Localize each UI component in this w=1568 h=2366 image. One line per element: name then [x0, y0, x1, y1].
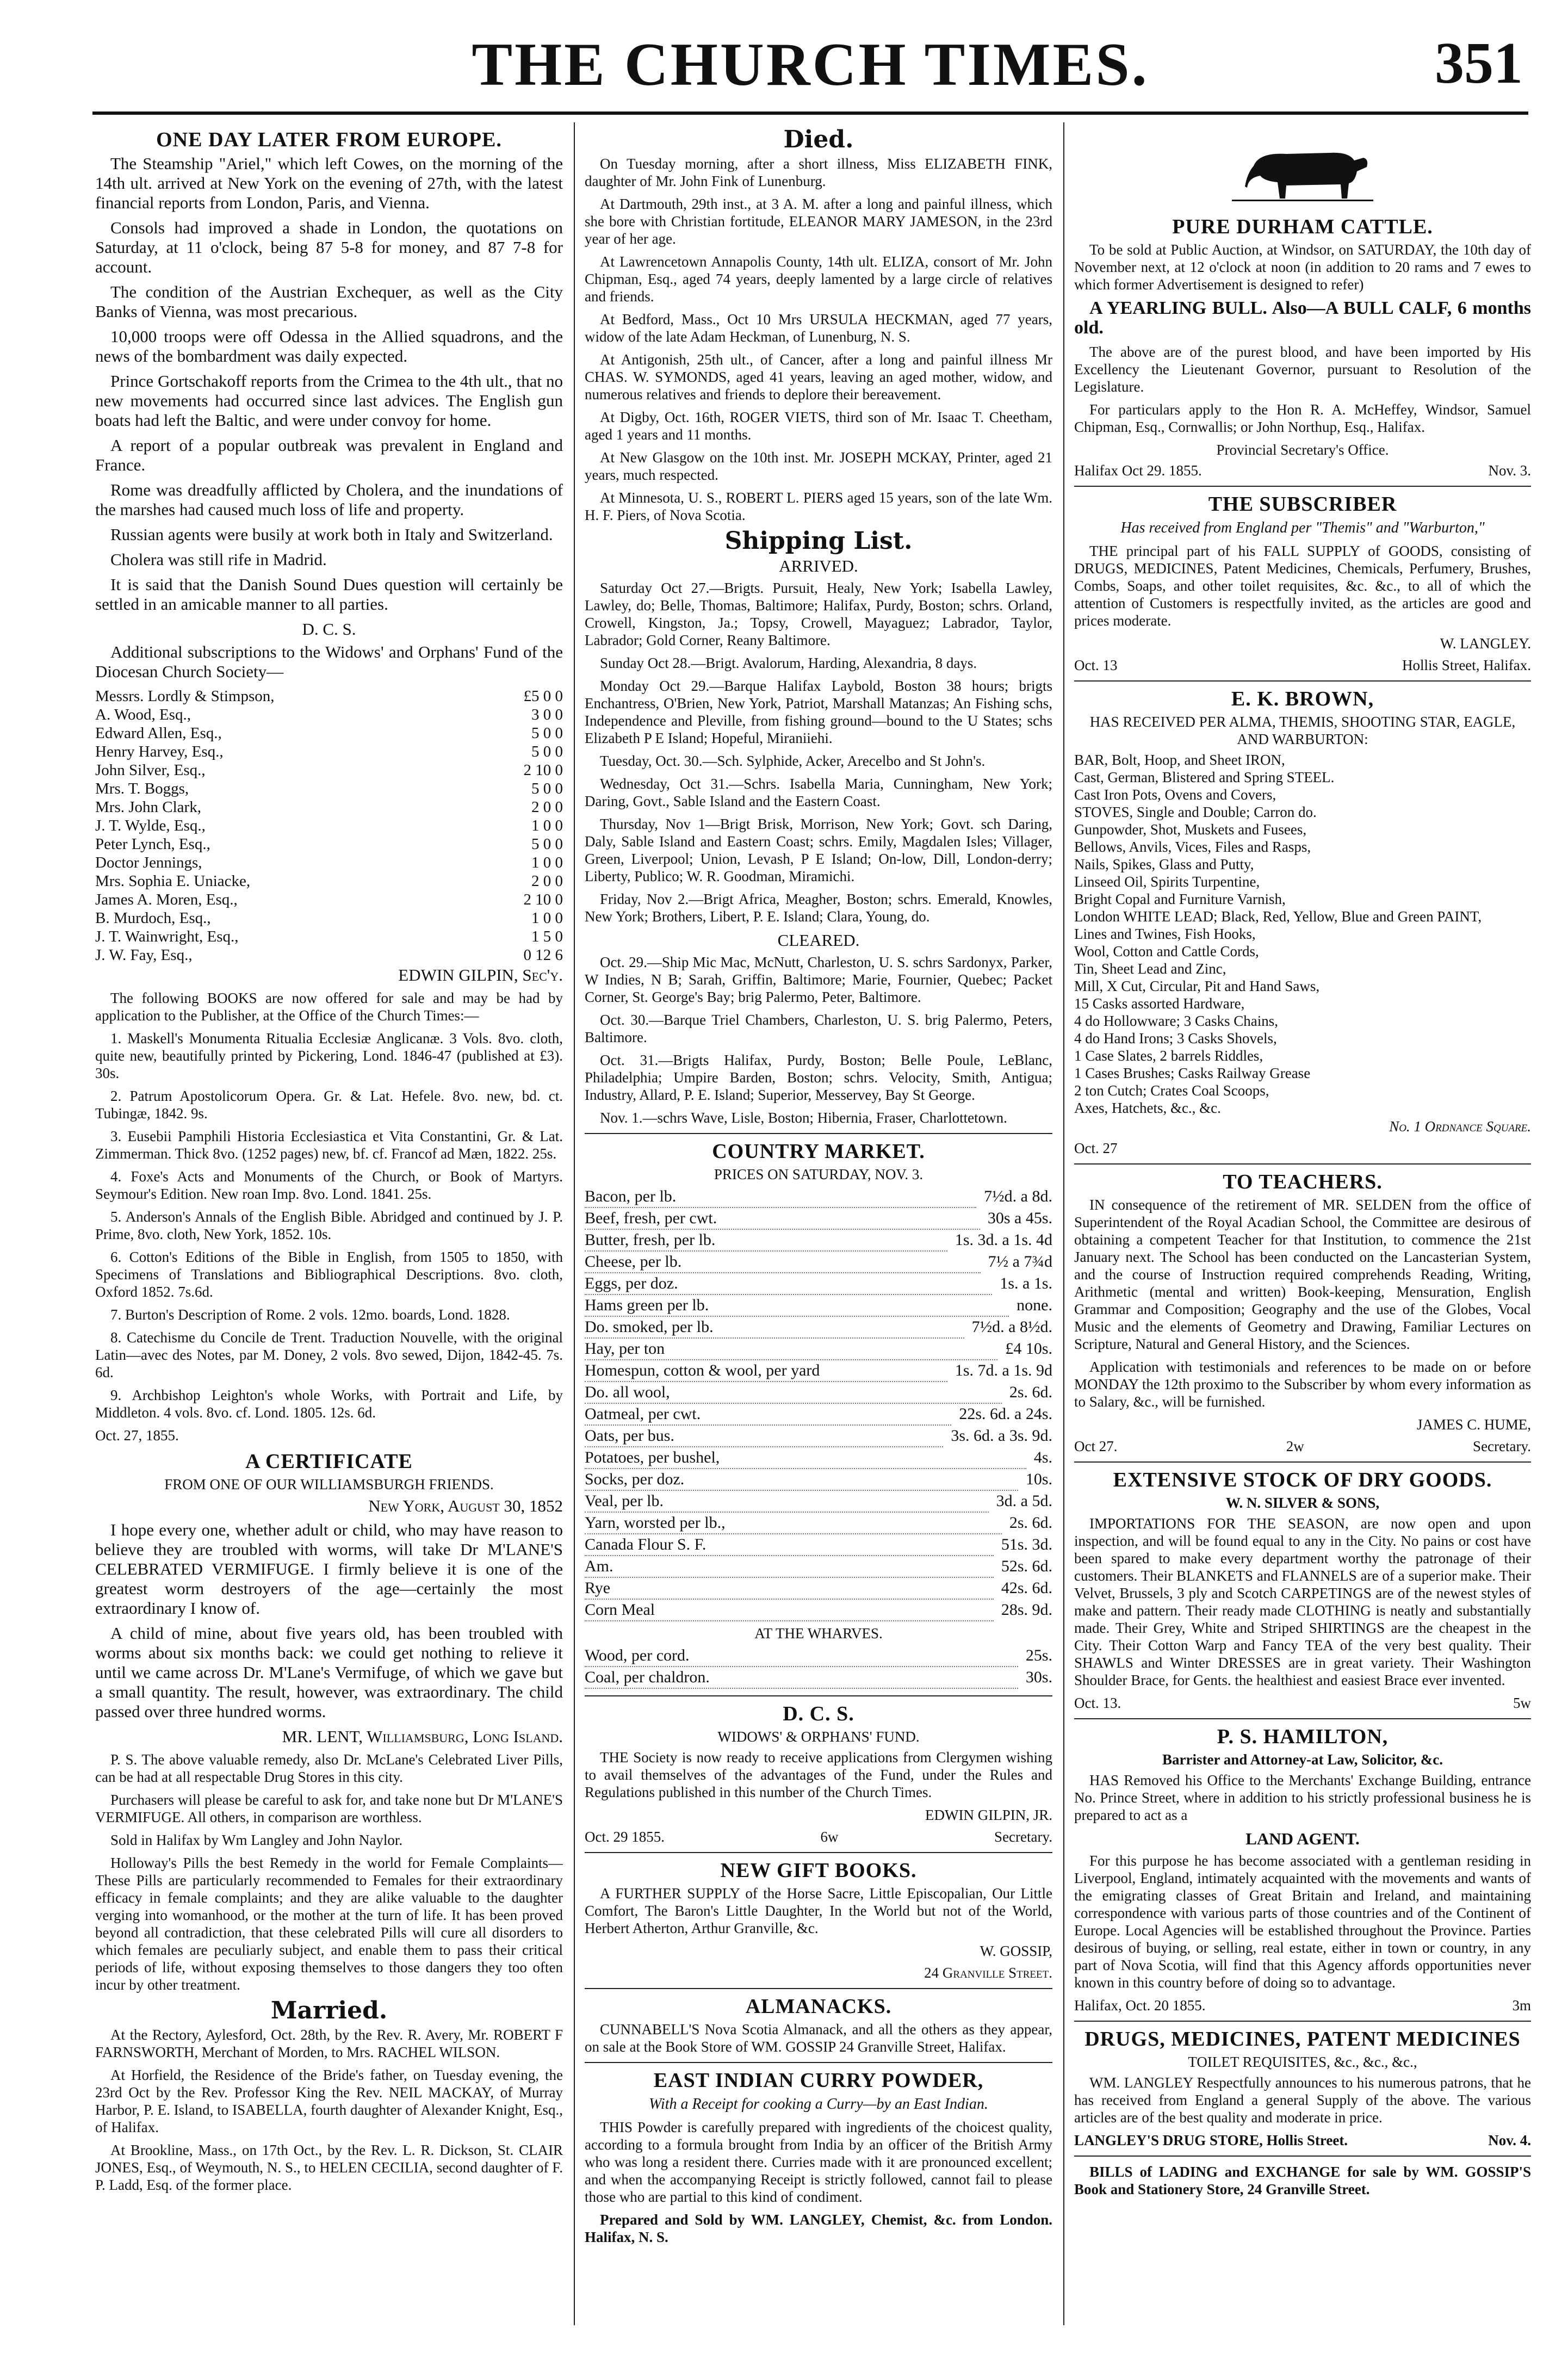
books-intro: The following BOOKS are now offered for sale and may be had by application to the Publisher, at the Office of the Church Times:—	[95, 990, 563, 1024]
market-row: Beef, fresh, per cwt. 30s a 45s.	[585, 1208, 1052, 1230]
dcs-heading: D. C. S.	[302, 620, 356, 639]
married-notice: At Horfield, the Residence of the Bride's father, on Tuesday evening, the 23rd Oct by the Rev. Professor King the Rev. NEIL MACKAY, of Murray Harbor, P. E. Island, to ISABELLA, fourth daughter of Alexander Knight, Esq., of Halifax.	[95, 2067, 563, 2135]
market-row: Canada Flour S. F. 51s. 3d.	[585, 1534, 1052, 1556]
masthead-rule	[92, 112, 1528, 115]
teachers-dateline: Oct 27. 2w Secretary.	[1074, 1438, 1531, 1454]
curry-signature: Prepared and Sold by WM. LANGLEY, Chemist, &c. from London. Halifax, N. S.	[585, 2212, 1052, 2245]
dcs-fund-text: THE Society is now ready to receive applications from Clergymen wishing to avail themselves of the advantages of the Fund, under the Rules and Regulations published in this number of the Church Times.	[585, 1749, 1052, 1800]
curry-subheading: With a Receipt for cooking a Curry—by an East Indian.	[649, 2096, 988, 2113]
market-row: Oats, per bus. 3s. 6d. a 3s. 9d.	[585, 1426, 1052, 1447]
gift-books-text: A FURTHER SUPPLY of the Horse Sacre, Little Episcopalian, Our Little Comfort, The Baron's Little Daughter, In the World but not of the World, Herbert Atherton, Arthur Granville, &c.	[585, 1885, 1052, 1936]
market-subheading: PRICES ON SATURDAY, NOV. 3.	[714, 1166, 924, 1182]
dcs-signature: EDWIN GILPIN, Sec'y.	[398, 965, 563, 984]
cattle-heading: PURE DURHAM CATTLE.	[1172, 215, 1433, 238]
cleared-entry: Oct. 31.—Brigts Halifax, Purdy, Boston; Belle Poule, LeBlanc, Philadelphia; Umpire Barden, Boston; schrs. Velocity, Smith, Antigua; Industry, Allard, P. E. Island; Superior, Messervey, Bay St George.	[585, 1052, 1052, 1103]
drugs-text: WM. LANGLEY Respectfully announces to his numerous patrons, that he has received from England a general Supply of the above. The various articles are of the best quality and moderate in price.	[1074, 2074, 1531, 2126]
market-row: Socks, per doz. 10s.	[585, 1469, 1052, 1491]
news-heading: ONE DAY LATER FROM EUROPE.	[156, 128, 502, 151]
arrived-entry: Thursday, Nov 1—Brigt Brisk, Morrison, New York; Govt. sch Daring, Daly, Sable Island and Eastern Coast; schrs. Emily, Magdalen Isles; Villager, Green, Liverpool; Union, Levash, P E Island; On-low, Dill, London-derry; Liberty, Publico; W. R. Goodman, Miramichi.	[585, 816, 1052, 884]
brown-item-list	[1074, 751, 1531, 1117]
subscriber-signature: W. LANGLEY.	[1440, 635, 1531, 652]
section-divider	[1074, 1461, 1531, 1463]
almanacks-heading: ALMANACKS.	[745, 1995, 892, 2018]
cattle-dateline: Halifax Oct 29. 1855. Nov. 3.	[1074, 462, 1531, 479]
hamilton-heading: P. S. HAMILTON,	[1217, 1725, 1389, 1748]
list-item: Bellows, Anvils, Vices, Files and Rasps,	[1074, 839, 1311, 855]
certificate-heading: A CERTIFICATE	[245, 1450, 413, 1473]
news-paragraph: Rome was dreadfully afflicted by Cholera, and the inundations of the marshes had caused much loss of life and property.	[95, 480, 563, 519]
list-item: 15 Casks assorted Hardware,	[1074, 995, 1245, 1012]
books-list	[95, 1030, 563, 1421]
section-divider	[1074, 2021, 1531, 2022]
book-item: 2. Patrum Apostolicorum Opera. Gr. & Lat. Hefele. 8vo. new, bd. ct. Tubingæ, 1842. 9s.	[95, 1088, 563, 1122]
cattle-office: Provincial Secretary's Office.	[1216, 442, 1389, 458]
subscription-list	[95, 687, 563, 964]
market-row: Do. smoked, per lb. 7½d. a 8½d.	[585, 1317, 1052, 1339]
market-row: Veal, per lb. 3d. a 5d.	[585, 1491, 1052, 1513]
section-divider	[1074, 1163, 1531, 1165]
arrived-entry: Sunday Oct 28.—Brigt. Avalorum, Harding, Alexandria, 8 days.	[600, 655, 977, 671]
certificate-postscript: Sold in Halifax by Wm Langley and John Naylor.	[110, 1832, 403, 1848]
book-item: 8. Catechisme du Concile de Trent. Traduction Nouvelle, with the original Latin—avec des Notes, par M. Doney, 2 vols. 8vo sewed, Dijon, 1842-45. 7s. 6d.	[95, 1329, 563, 1380]
certificate-signature: MR. LENT, Williamsburg, Long Island.	[282, 1727, 563, 1746]
died-notice: At Minnesota, U. S., ROBERT L. PIERS aged 15 years, son of the late Wm. H. F. Piers, of Nova Scotia.	[585, 490, 1052, 523]
hamilton-text: For this purpose he has become associated with a gentleman residing in Liverpool, England, intimately acquainted with the movements and wants of the emigrating classes of Great Britain and Ireland, and maintaining correspondence with various parts of those countries and of the Continent of Europe. Local Agencies will be established throughout the Province. Parties desirous of buying, or selling, real estate, either in town or country, in any part of Nova Scotia, will find that this Agency affords opportunities never known in this country before of doing so to advantage.	[1074, 1853, 1531, 1991]
list-item: Gunpowder, Shot, Muskets and Fusees,	[1074, 821, 1307, 838]
market-row: Do. all wool, 2s. 6d.	[585, 1382, 1052, 1404]
almanacks-text: CUNNABELL'S Nova Scotia Almanack, and all the others as they appear, on sale at the Book Store of WM. GOSSIP 24 Granville Street, Halifax.	[585, 2021, 1052, 2055]
book-item: 3. Eusebii Pamphili Historia Ecclesiastica et Vita Constantini, Gr. & Lat. Zimmerman. Thick 8vo. (1252 pages) new, bf. cf. Francof ad Mæn, 1822. 25s.	[95, 1128, 563, 1162]
section-divider	[1074, 1718, 1531, 1719]
market-row: Homespun, cotton & wool, per yard 1s. 7d. a 1s. 9d	[585, 1360, 1052, 1382]
cattle-illustration	[1221, 128, 1384, 209]
news-paragraph: Prince Gortschakoff reports from the Crimea to the 4th ult., that no new movements had occurred since last advices. The English gun boats had left the Baltic, and were under convoy for home.	[95, 371, 563, 430]
news-paragraph: The Steamship "Ariel," which left Cowes, on the morning of the 14th ult. arrived at New York on the evening of 27th, with the latest financial reports from London, Paris, and Vienna.	[95, 154, 563, 212]
subscription-row: John Silver, Esq., 2 10 0	[95, 761, 563, 779]
married-notice: At Brookline, Mass., on 17th Oct., by the Rev. L. R. Dickson, St. CLAIR JONES, Esq., of Weymouth, N. S., to HELEN CECILIA, second daughter of F. P. Ladd, Esq. of the former place.	[95, 2142, 563, 2193]
curry-text: THIS Powder is carefully prepared with ingredients of the choicest quality, according to a formula brought from India by an officer of the British Army who was long a resident there. Curries made with it are pronounced excellent; and when the accompanying Receipt is strictly followed, cannot fail to please those who are partial to this kind of condiment.	[585, 2119, 1052, 2205]
married-notice: At the Rectory, Aylesford, Oct. 28th, by the Rev. R. Avery, Mr. ROBERT F FARNSWORTH, Merchant of Morden, to Mrs. RACHEL WILSON.	[95, 2027, 563, 2060]
section-divider	[585, 2062, 1052, 2063]
gift-books-address: 24 Granville Street.	[924, 1965, 1052, 1981]
subscriber-dateline: Oct. 13 Hollis Street, Halifax.	[1074, 657, 1531, 673]
arrived-entry: Tuesday, Oct. 30.—Sch. Sylphide, Acker, Arecelbo and St John's.	[600, 753, 986, 769]
news-paragraph: Russian agents were busily at work both in Italy and Switzerland.	[110, 525, 553, 544]
died-notice: At Bedford, Mass., Oct 10 Mrs URSULA HECKMAN, aged 77 years, widow of the late Adam Heckman, of Lunenburg, N. S.	[585, 311, 1052, 345]
hamilton-subheading: Barrister and Attorney-at Law, Solicitor, &c.	[1162, 1751, 1443, 1768]
curry-heading: EAST INDIAN CURRY POWDER,	[653, 2069, 984, 2092]
news-paragraph: 10,000 troops were off Odessa in the Allied squadrons, and the news of the bombardment was daily expected.	[95, 327, 563, 366]
arrived-entry: Saturday Oct 27.—Brigts. Pursuit, Healy, New York; Isabella Lawley, Lawley, do; Belle, Thomas, Baltimore; Halifax, Purdy, Boston; schrs. Orland, Crowell, Kingston, Ja.; Topsy, Crowell, Mayaguez; Labrador, Taylor, Labrador; Gold Corner, Reany Baltimore.	[585, 580, 1052, 648]
hamilton-text: HAS Removed his Office to the Merchants' Exchange Building, entrance No. Prince Street, where in addition to his strictly professional business he is prepared to act as a	[1074, 1772, 1531, 1823]
wharves-heading: AT THE WHARVES.	[754, 1625, 883, 1642]
hamilton-dateline: Halifax, Oct. 20 1855. 3m	[1074, 1997, 1531, 2014]
book-item: 5. Anderson's Annals of the English Bible. Abridged and continued by J. P. Prime, 8vo. cloth, New York, 1852. 10s.	[95, 1209, 563, 1242]
cleared-heading: CLEARED.	[777, 931, 860, 950]
list-item: 2 ton Cutch; Crates Coal Scoops,	[1074, 1082, 1269, 1099]
market-row: Cheese, per lb. 7½ a 7¾d	[585, 1252, 1052, 1273]
dry-goods-dateline: Oct. 13. 5w	[1074, 1695, 1531, 1711]
news-paragraph: It is said that the Danish Sound Dues question will certainly be settled in an amicable manner to all parties.	[95, 575, 563, 614]
brown-date: Oct. 27	[1074, 1140, 1118, 1156]
section-divider	[585, 1852, 1052, 1853]
gift-books-heading: NEW GIFT BOOKS.	[720, 1859, 917, 1882]
subscription-row: Peter Lynch, Esq., 5 0 0	[95, 835, 563, 853]
list-item: 1 Case Slates, 2 barrels Riddles,	[1074, 1048, 1263, 1064]
market-row: Potatoes, per bushel, 4s.	[585, 1447, 1052, 1469]
died-notice: At Dartmouth, 29th inst., at 3 A. M. after a long and painful illness, which she bore with Christian fortitude, ELEANOR MARY JAMESON, in the 23rd year of her age.	[585, 196, 1052, 247]
subscription-row: J. T. Wainwright, Esq., 1 5 0	[95, 928, 563, 945]
certificate-postscript: P. S. The above valuable remedy, also Dr. McLane's Celebrated Liver Pills, can be had at all respectable Drug Stores in this city.	[95, 1751, 563, 1785]
drugs-dateline: LANGLEY'S DRUG STORE, Hollis Street. Nov. 4.	[1074, 2132, 1531, 2148]
wharves-row: Wood, per cord. 25s.	[585, 1645, 1052, 1667]
cattle-text: To be sold at Public Auction, at Windsor, on SATURDAY, the 10th day of November next, at 12 o'clock at noon (in addition to 20 rams and 7 ewes to which former Advertisement is designed to refer)	[1074, 241, 1531, 293]
arrived-entry: Friday, Nov 2.—Brigt Africa, Meagher, Boston; schrs. Emerald, Knowles, New York; Brothers, Libert, P. E. Island; Clara, Young, do.	[585, 891, 1052, 925]
bills-advert: BILLS of LADING and EXCHANGE for sale by WM. GOSSIP'S Book and Stationery Store, 24 Granville Street.	[1074, 2164, 1531, 2197]
subscription-row: A. Wood, Esq., 3 0 0	[95, 706, 563, 723]
teachers-text: Application with testimonials and references to be made on or before MONDAY the 12th proximo to the Subscriber by whom every information as to Salary, &c., will be furnished.	[1074, 1359, 1531, 1410]
certificate-postscript: Purchasers will please be careful to ask for, and take none but Dr M'LANE'S VERMIFUGE. All others, in comparison are worthless.	[95, 1792, 563, 1825]
list-item: Lines and Twines, Fish Hooks,	[1074, 926, 1256, 942]
list-item: London WHITE LEAD; Black, Red, Yellow, Blue and Green PAINT,	[1074, 908, 1482, 925]
market-row: Oatmeal, per cwt. 22s. 6d. a 24s.	[585, 1404, 1052, 1426]
market-row: Eggs, per doz. 1s. a 1s.	[585, 1273, 1052, 1295]
teachers-signature: JAMES C. HUME,	[1416, 1416, 1531, 1433]
subscription-row: B. Murdoch, Esq., 1 0 0	[95, 909, 563, 927]
dcs-fund-dateline: Oct. 29 1855. 6w Secretary.	[585, 1829, 1052, 1845]
list-item: 4 do Hollowware; 3 Casks Chains,	[1074, 1013, 1278, 1029]
married-heading: Married.	[270, 1997, 388, 2024]
certificate-paragraph: A child of mine, about five years old, has been troubled with worms about six months back: we could get nothing to relieve it until we came across Dr. M'Lane's Vermifuge, of which we gave but a small quantity. The result, however, was extraordinary. The child passed over three hundred worms.	[95, 1624, 563, 1721]
list-item: Mill, X Cut, Circular, Pit and Hand Saws,	[1074, 978, 1320, 994]
gift-books-signature: W. GOSSIP,	[980, 1943, 1052, 1959]
subscription-row: Mrs. John Clark, 2 0 0	[95, 798, 563, 816]
died-notice: At New Glasgow on the 10th inst. Mr. JOSEPH MCKAY, Printer, aged 21 years, much respected.	[585, 449, 1052, 483]
dcs-intro: Additional subscriptions to the Widows' and Orphans' Fund of the Diocesan Church Society—	[95, 642, 563, 681]
died-notice: At Digby, Oct. 16th, ROGER VIETS, third son of Mr. Isaac T. Cheetham, aged 1 years and 11 months.	[585, 409, 1052, 443]
column-3	[1074, 122, 1531, 2342]
list-item: Linseed Oil, Spirits Turpentine,	[1074, 874, 1260, 890]
subscription-row: Doctor Jennings, 1 0 0	[95, 854, 563, 871]
subscription-row: J. W. Fay, Esq., 0 12 6	[95, 946, 563, 964]
certificate-dateline: New York, August 30, 1852	[368, 1496, 563, 1515]
subscription-row: James A. Moren, Esq., 2 10 0	[95, 891, 563, 908]
died-notice: At Antigonish, 25th ult., of Cancer, after a long and painful illness Mr CHAS. W. SYMONDS, aged 41 years, leaving an aged mother, widow, and numerous relatives and friends to deplore their bereavement.	[585, 351, 1052, 402]
section-divider	[1074, 486, 1531, 487]
teachers-text: IN consequence of the retirement of MR. SELDEN from the office of Superintendent of the Royal Acadian School, the Committee are desirous of obtaining a competent Teacher for that Institution, to commence the 21st January next. The School has been conducted on the Lancasterian System, and the course of Instruction required comprehends Reading, Writing, Arithmetic (mental and written) Book-keeping, Mensuration, English Grammar and Composition; Geography and the use of the Globes, Vocal Music and the elements of Geometry and Drawing, Familiar Lectures on Scripture, Natural and General History, and the Sciences.	[1074, 1197, 1531, 1352]
arrived-entry: Monday Oct 29.—Barque Halifax Laybold, Boston 38 hours; brigts Enchantress, O'Brien, New York, Patriot, Marshall Matanzas; An Fishing schs, Independence and Pleville, from fishing ground—bound to the U States; schs Elizabeth P E Island; Hopeful, Miraniiehi.	[585, 678, 1052, 746]
list-item: STOVES, Single and Double; Carron do.	[1074, 804, 1317, 820]
list-item: 1 Cases Brushes; Casks Railway Grease	[1074, 1065, 1311, 1081]
wharves-row: Coal, per chaldron. 30s.	[585, 1667, 1052, 1689]
list-item: Cast, German, Blistered and Spring STEEL.	[1074, 769, 1335, 785]
book-item: 4. Foxe's Acts and Monuments of the Church, or Book of Martyrs. Seymour's Edition. New roan Imp. 8vo. Lond. 1841. 25s.	[95, 1168, 563, 1202]
section-divider	[1074, 680, 1531, 682]
list-item: BAR, Bolt, Hoop, and Sheet IRON,	[1074, 752, 1285, 768]
newspaper-title: THE CHURCH TIMES.	[472, 31, 1149, 98]
subscription-row: Edward Allen, Esq., 5 0 0	[95, 724, 563, 742]
brown-subheading: HAS RECEIVED PER ALMA, THEMIS, SHOOTING STAR, EAGLE, AND WARBURTON:	[1089, 714, 1516, 747]
subscriber-heading: THE SUBSCRIBER	[1208, 493, 1397, 516]
book-item: 9. Archbishop Leighton's whole Works, with Portrait and Life, by Middleton. 4 vols. 8vo. cf. Lond. 1805. 12s. 6d.	[95, 1387, 563, 1421]
section-divider	[1074, 2156, 1531, 2157]
cleared-entry: Oct. 29.—Ship Mic Mac, McNutt, Charleston, U. S. schrs Sardonyx, Parker, W Indies, N B; Sarah, Griffin, Baltimore; Marie, Fournier, Quebec; Packet Corner, St. George's Bay; brig Palermo, Peter, Baltimore.	[585, 954, 1052, 1005]
market-heading: COUNTRY MARKET.	[712, 1140, 925, 1163]
market-row: Hay, per ton £4 10s.	[585, 1339, 1052, 1360]
land-agent-label: LAND AGENT.	[1245, 1829, 1360, 1848]
died-notice: On Tuesday morning, after a short illness, Miss ELIZABETH FINK, daughter of Mr. John Fink of Lunenburg.	[585, 156, 1052, 189]
brown-address: No. 1 Ordnance Square.	[1389, 1118, 1531, 1135]
market-row: Rye 42s. 6d.	[585, 1578, 1052, 1600]
certificate-subheading: FROM ONE OF OUR WILLIAMSBURGH FRIENDS.	[164, 1476, 494, 1492]
dcs-fund-signature: EDWIN GILPIN, JR.	[925, 1807, 1052, 1823]
cattle-lots: A YEARLING BULL. Also—A BULL CALF, 6 months old.	[1074, 298, 1531, 338]
dcs-fund-heading: D. C. S.	[783, 1702, 854, 1725]
column-2	[585, 122, 1052, 2342]
subscription-row: J. T. Wylde, Esq., 1 0 0	[95, 817, 563, 834]
news-paragraph: Consols had improved a shade in London, the quotations on Saturday, at 11 o'clock, being 87 5-8 for money, and 87 7-8 for account.	[95, 218, 563, 276]
cattle-apply: For particulars apply to the Hon R. A. McHeffey, Windsor, Samuel Chipman, Esq., Cornwallis; or John Northup, Esq., Halifax.	[1074, 401, 1531, 435]
brown-heading: E. K. BROWN,	[1231, 687, 1374, 710]
cleared-entry: Oct. 30.—Barque Triel Chambers, Charleston, U. S. brig Palermo, Peters, Baltimore.	[585, 1012, 1052, 1045]
section-divider	[585, 1133, 1052, 1134]
subscription-row: Mrs. T. Boggs, 5 0 0	[95, 780, 563, 797]
subscription-row: Mrs. Sophia E. Uniacke, 2 0 0	[95, 872, 563, 890]
list-item: Tin, Sheet Lead and Zinc,	[1074, 961, 1226, 977]
book-item: 7. Burton's Description of Rome. 2 vols. 12mo. boards, Lond. 1828.	[110, 1306, 510, 1323]
drugs-heading: DRUGS, MEDICINES, PATENT MEDICINES	[1084, 2028, 1521, 2051]
died-notice: At Lawrencetown Annapolis County, 14th ult. ELIZA, consort of Mr. John Chipman, Esq., aged 74 years, deeply lamented by a large circle of relatives and friends.	[585, 253, 1052, 305]
list-item: 4 do Hand Irons; 3 Casks Shovels,	[1074, 1030, 1277, 1046]
dcs-fund-subheading: WIDOWS' & ORPHANS' FUND.	[717, 1729, 920, 1745]
teachers-heading: TO TEACHERS.	[1223, 1170, 1383, 1193]
page-number: 351	[1435, 31, 1523, 96]
books-date: Oct. 27, 1855.	[95, 1427, 179, 1444]
subscriber-subheading: Has received from England per "Themis" and "Warburton,"	[1120, 519, 1485, 536]
dry-goods-subheading: W. N. SILVER & SONS,	[1225, 1495, 1380, 1511]
arrived-heading: ARRIVED.	[779, 556, 858, 575]
shipping-heading: Shipping List.	[724, 527, 913, 555]
column-divider	[1063, 122, 1064, 2325]
column-1	[95, 122, 563, 2342]
died-heading: Died.	[783, 126, 854, 153]
subscription-row: Henry Harvey, Esq., 5 0 0	[95, 743, 563, 760]
subscription-row: Messrs. Lordly & Stimpson, £5 0 0	[95, 687, 563, 705]
holloway-advert: Holloway's Pills the best Remedy in the world for Female Complaints—These Pills are particularly recommended to Females for their extraordinary efficacy in female complaints; and they are alike valuable to the daughter verging into womanhood, or the mother at the turn of life. It has been proved beyond all contradiction, that these celebrated Pills will cure all disorders to which females are peculiarly subject, and enable them to pass their critical periods of life, without exposing themselves to those dangers they too often incur by other treatment.	[95, 1855, 563, 1993]
cattle-text: The above are of the purest blood, and have been imported by His Excellency the Lieutenant Governor, pursuant to Resolution of the Legislature.	[1074, 344, 1531, 395]
market-row: Hams green per lb. none.	[585, 1295, 1052, 1317]
masthead	[98, 30, 1523, 112]
list-item: Axes, Hatchets, &c., &c.	[1074, 1100, 1221, 1116]
certificate-paragraph: I hope every one, whether adult or child, who may have reason to believe they are troubled with worms, will take Dr M'LANE'S CELEBRATED VERMIFUGE. I firmly believe it is one of the greatest worm destroyers of the age—certainly the most extraordinary I know of.	[95, 1520, 563, 1618]
section-divider	[585, 1988, 1052, 1989]
market-price-list	[585, 1186, 1052, 1621]
list-item: Cast Iron Pots, Ovens and Covers,	[1074, 786, 1276, 803]
market-row: Corn Meal 28s. 9d.	[585, 1600, 1052, 1621]
cleared-entry: Nov. 1.—schrs Wave, Lisle, Boston; Hibernia, Fraser, Charlottetown.	[600, 1110, 1007, 1126]
dry-goods-text: IMPORTATIONS FOR THE SEASON, are now open and upon inspection, and will be found equal to any in the City. No pains or cost have been spared to make every department worthy the patronage of their customers. Their BLANKETS and FLANNELS are of a superior make. Their Velvet, Brussels, 3 ply and Scotch CARPETINGS are of the newest styles of make and pattern. Their ready made CLOTHING is neatly and substantially made. Their Grey, White and Striped SHIRTINGS are the cheapest in the City. Their Cotton Warp and Fancy TEA of the very best quality. Their SHAWLS and Winter DRESSES are in great variety. Their Washington Shoulder Brace, for Gents. the healthiest and easiest Brace ever invented.	[1074, 1515, 1531, 1688]
subscriber-text: THE principal part of his FALL SUPPLY of GOODS, consisting of DRUGS, MEDICINES, Patent Medicines, Chemicals, Perfumery, Brushes, Combs, Soaps, and other toilet requisites, &c. &c., to all of which the attention of Customers is respectfully invited, as the articles are good and prices moderate.	[1074, 543, 1531, 629]
news-paragraph: A report of a popular outbreak was prevalent in England and France.	[95, 436, 563, 474]
book-item: 6. Cotton's Editions of the Bible in English, from 1505 to 1850, with Specimens of Translations and Bibliographical Descriptions. 8vo. cloth, Oxford 1852. 7s.6d.	[95, 1249, 563, 1300]
market-row: Bacon, per lb. 7½d. a 8d.	[585, 1186, 1052, 1208]
market-row: Yarn, worsted per lb., 2s. 6d.	[585, 1513, 1052, 1534]
book-item: 1. Maskell's Monumenta Ritualia Ecclesiæ Anglicanæ. 3 Vols. 8vo. cloth, quite new, beautifully printed by Pickering, Lond. 1846-47 (published at £3). 30s.	[95, 1030, 563, 1081]
news-paragraph: The condition of the Austrian Exchequer, as well as the City Banks of Vienna, was most precarious.	[95, 282, 563, 321]
list-item: Wool, Cotton and Cattle Cords,	[1074, 943, 1259, 959]
column-divider	[574, 122, 575, 2325]
list-item: Nails, Spikes, Glass and Putty,	[1074, 856, 1254, 872]
arrived-entry: Wednesday, Oct 31.—Schrs. Isabella Maria, Cunningham, New York; Daring, Govt., Sable Island and the Eastern Coast.	[585, 776, 1052, 809]
dry-goods-heading: EXTENSIVE STOCK OF DRY GOODS.	[1113, 1469, 1492, 1491]
market-row: Am. 52s. 6d.	[585, 1556, 1052, 1578]
news-paragraph: Cholera was still rife in Madrid.	[110, 550, 327, 569]
news-body	[95, 154, 563, 614]
drugs-subheading: TOILET REQUISITES, &c., &c., &c.,	[1188, 2054, 1417, 2070]
section-divider	[585, 1695, 1052, 1696]
market-row: Butter, fresh, per lb. 1s. 3d. a 1s. 4d	[585, 1230, 1052, 1252]
list-item: Bright Copal and Furniture Varnish,	[1074, 891, 1286, 907]
